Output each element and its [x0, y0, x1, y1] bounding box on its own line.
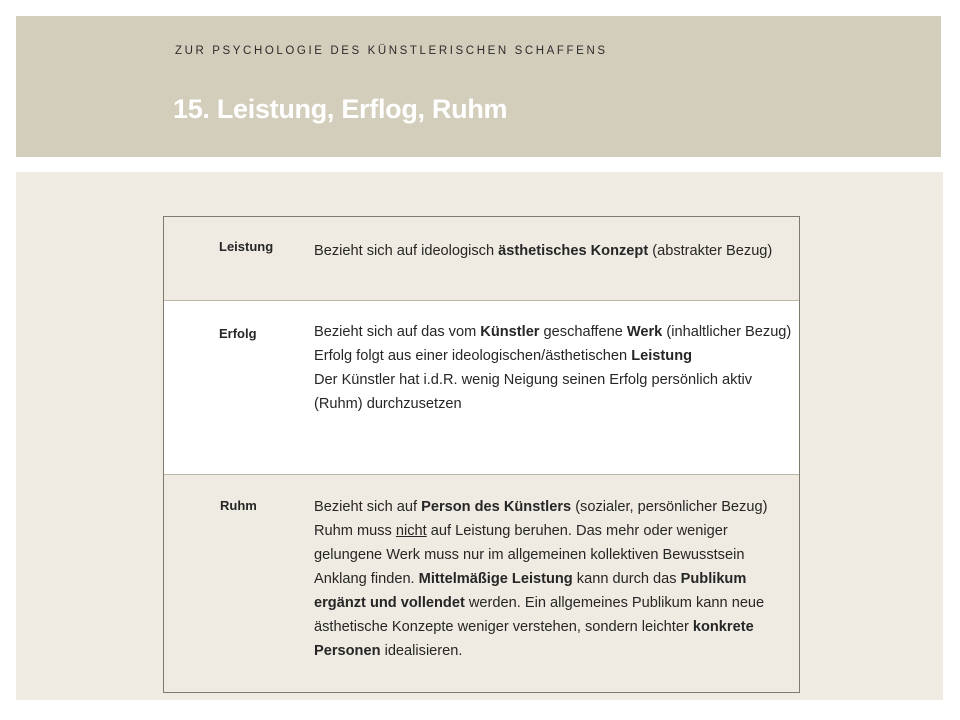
header-band — [16, 16, 941, 157]
slide-kicker: ZUR PSYCHOLOGIE DES KÜNSTLERISCHEN SCHAFFENS — [175, 45, 608, 57]
table-row-erfolg — [164, 301, 799, 475]
table-row-leistung — [164, 217, 799, 301]
row-label: Erfolg — [219, 326, 257, 341]
table-row-ruhm — [164, 475, 799, 692]
row-label: Ruhm — [220, 498, 257, 513]
row-description: Bezieht sich auf Person des Künstlers (sozialer, persönlicher Bezug) Ruhm muss nicht auf Leistung beruhen. Das mehr oder weniger gelungene Werk muss nur im allgemeinen kollektiven Bewusstsein Anklang finden. Mittelmäßige Leistung kann durch das Publikum ergänzt und vollendet werden. Ein allgemeines Publikum kann neue ästhetische Konzepte weniger verstehen, sondern leichter konkrete Personen idealisieren. — [314, 499, 768, 659]
row-label: Leistung — [219, 239, 274, 254]
definition-table — [163, 216, 800, 693]
row-description: Bezieht sich auf ideologisch ästhetisches Konzept (abstrakter Bezug) — [314, 243, 773, 259]
slide-title: 15. Leistung, Erflog, Ruhm — [173, 94, 508, 124]
row-description: Bezieht sich auf das vom Künstler geschaffene Werk (inhaltlicher Bezug) Erfolg folgt aus einer ideologischen/ästhetischen Leistung Der Künstler hat i.d.R. wenig Neigung seinen Erfolg persönlich aktiv (Ruhm) durchzusetzen — [314, 324, 792, 412]
